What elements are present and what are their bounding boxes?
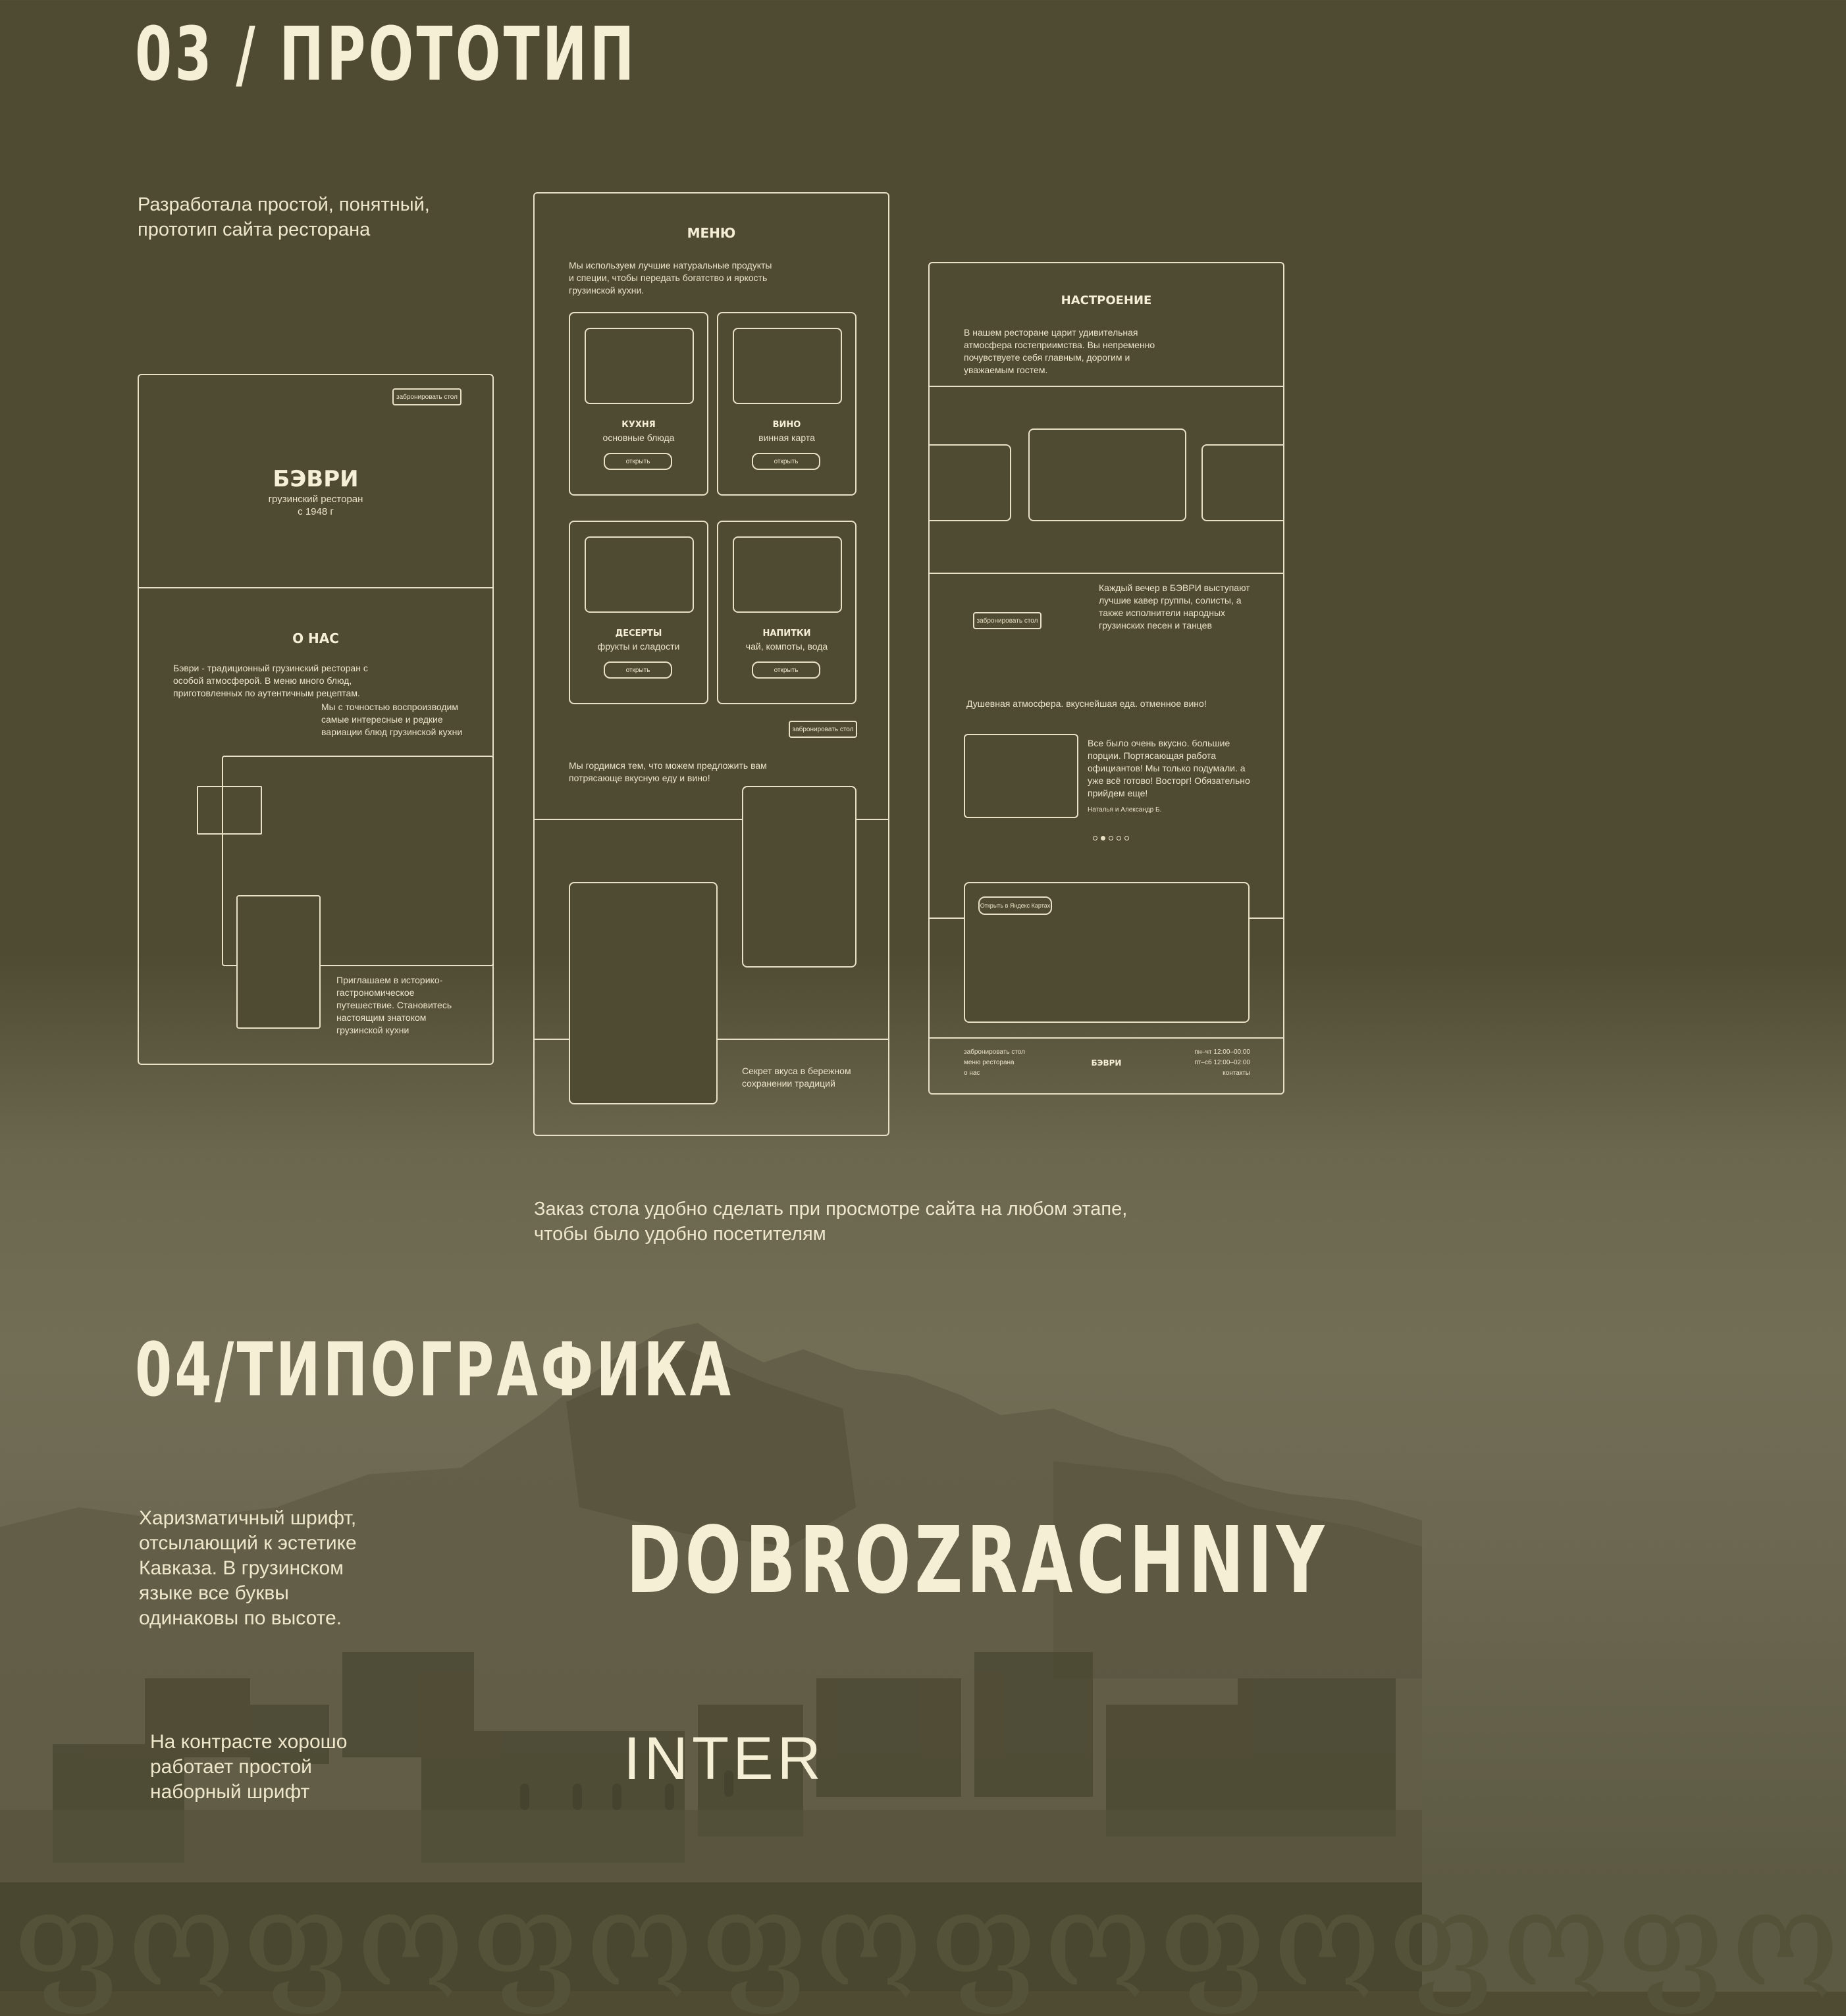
card-title: ВИНО xyxy=(772,420,801,430)
footer-band xyxy=(0,1863,1846,2016)
menu-card-cuisine[interactable] xyxy=(569,312,708,496)
carousel-dot-active[interactable] xyxy=(1101,836,1105,840)
prototype-frame-menu xyxy=(533,192,889,1136)
open-button[interactable]: открыть xyxy=(752,661,820,679)
prototype-caption: Заказ стола удобно сделать при просмотре сайта на любом этапе, чтобы было удобно посетителям xyxy=(534,1199,1128,1245)
divider xyxy=(930,573,1283,574)
proud-text: Мы гордимся тем, что можем предложить вам потрясающе вкусную еду и вино! xyxy=(569,760,767,783)
image-placeholder-small xyxy=(197,786,262,835)
prototype-frame-atmosphere xyxy=(928,262,1284,1095)
brand-tagline: грузинский ресторан xyxy=(268,494,363,505)
ornament-watermark: ფოფოფოფოფოფოფოფო xyxy=(13,1863,1846,2016)
brand-logo: БЭВРИ xyxy=(273,466,359,492)
review-photo xyxy=(964,734,1078,818)
image-placeholder-portrait xyxy=(569,882,718,1104)
font1-specimen: DOBROZRACHNIY xyxy=(626,1507,1329,1615)
about-text: Бэври - традиционный грузинский ресторан с особой атмосферой. В меню много блюд, приготовленных по аутентичным рецептам. xyxy=(173,663,368,698)
menu-card-desserts[interactable] xyxy=(569,521,708,704)
brand-since: с 1948 г xyxy=(298,506,334,517)
carousel-dot[interactable] xyxy=(1109,836,1113,840)
carousel-dot[interactable] xyxy=(1124,836,1129,840)
divider xyxy=(930,386,1283,387)
divider xyxy=(139,587,492,588)
secret-text: Секрет вкуса в бережном сохранении традиций xyxy=(742,1066,851,1089)
book-table-button[interactable]: забронировать стол xyxy=(789,721,857,738)
card-subtitle: чай, компоты, вода xyxy=(745,641,828,652)
carousel-dot[interactable] xyxy=(1093,836,1097,840)
card-title: НАПИТКИ xyxy=(762,629,811,638)
card-subtitle: основные блюда xyxy=(602,432,675,443)
footer-link[interactable]: забронировать стол xyxy=(964,1048,1025,1056)
open-button[interactable]: открыть xyxy=(604,661,672,679)
gallery-image-right xyxy=(1201,444,1284,521)
card-image xyxy=(585,536,694,613)
divider xyxy=(930,1037,1283,1039)
carousel-dots[interactable] xyxy=(1093,836,1129,840)
invite-text: Приглашаем в историко-гастрономическое путешествие. Становитесь настоящим знатоком грузинской кухни xyxy=(336,975,452,1035)
menu-card-drinks[interactable] xyxy=(717,521,857,704)
prototype-intro: Разработала простой, понятный, прототип сайта ресторана xyxy=(138,194,430,240)
footer-hours: пн–чт 12:00–00:00 xyxy=(1194,1048,1250,1056)
footer-contacts[interactable]: контакты xyxy=(1223,1070,1250,1077)
card-subtitle: винная карта xyxy=(758,432,815,443)
footer-hours: пт–сб 12:00–02:00 xyxy=(1194,1059,1250,1066)
section-title-prototype: 03 / ПРОТОТИП xyxy=(135,12,637,97)
map-placeholder[interactable] xyxy=(964,882,1250,1023)
slogan: Душевная атмосфера. вкуснейшая еда. отменное вино! xyxy=(966,698,1207,709)
open-yandex-maps-button[interactable]: Открыть в Яндекс Картах xyxy=(978,896,1052,915)
card-title: ДЕСЕРТЫ xyxy=(615,629,662,638)
evening-text: Каждый вечер в БЭВРИ выступают лучшие кавер группы, солисты, а также исполнители народных грузинских песен и танцев xyxy=(1099,582,1250,631)
recreate-text: Мы с точностью воспроизводим самые интересные и редкие вариации блюд грузинской кухни xyxy=(321,702,463,737)
footer-brand: БЭВРИ xyxy=(1091,1058,1122,1068)
atmosphere-title: НАСТРОЕНИЕ xyxy=(1061,294,1152,307)
footer-link[interactable]: о нас xyxy=(964,1070,980,1077)
font2-description: На контрасте хорошо работает простой наборный шрифт xyxy=(150,1731,348,1803)
card-title: КУХНЯ xyxy=(621,420,656,430)
section-title-typography: 04/ТИПОГРАФИКА xyxy=(135,1328,734,1413)
prototype-frame-home xyxy=(138,374,494,1065)
font2-specimen: INTER xyxy=(623,1725,825,1792)
gallery-image-left xyxy=(928,444,1011,521)
about-title: О НАС xyxy=(292,631,339,646)
card-subtitle: фрукты и сладости xyxy=(597,641,680,652)
menu-title: МЕНЮ xyxy=(687,225,736,241)
footer-link[interactable]: меню ресторана xyxy=(964,1059,1015,1066)
review-text: Все было очень вкусно. большие порции. Портясающая работа официантов! Мы только подумали. а уже всё готово! Восторг! Обязательно прийдем еще! xyxy=(1088,738,1250,798)
font1-description: Харизматичный шрифт, отсылающий к эстетике Кавказа. В грузинском языке все буквы одинаковы по высоте. xyxy=(139,1507,357,1629)
card-image xyxy=(585,328,694,404)
book-table-button[interactable]: забронировать стол xyxy=(392,388,462,405)
menu-card-wine[interactable] xyxy=(717,312,857,496)
carousel-dot[interactable] xyxy=(1117,836,1121,840)
image-placeholder-portrait xyxy=(236,895,321,1029)
open-button[interactable]: открыть xyxy=(752,453,820,470)
reviewer-name: Наталья и Александр Б. xyxy=(1088,806,1162,814)
card-image xyxy=(733,328,842,404)
gallery-image-center xyxy=(1028,428,1186,521)
image-placeholder-tall xyxy=(742,786,857,968)
book-table-button[interactable]: забронировать стол xyxy=(973,612,1042,629)
menu-intro: Мы используем лучшие натуральные продукты и специи, чтобы передать богатство и яркость грузинской кухни. xyxy=(569,260,772,296)
card-image xyxy=(733,536,842,613)
atmosphere-intro: В нашем ресторане царит удивительная атмосфера гостеприимства. Вы непременно почувствуете себя главным, дорогим и уважаемым гостем. xyxy=(964,327,1155,375)
open-button[interactable]: открыть xyxy=(604,453,672,470)
